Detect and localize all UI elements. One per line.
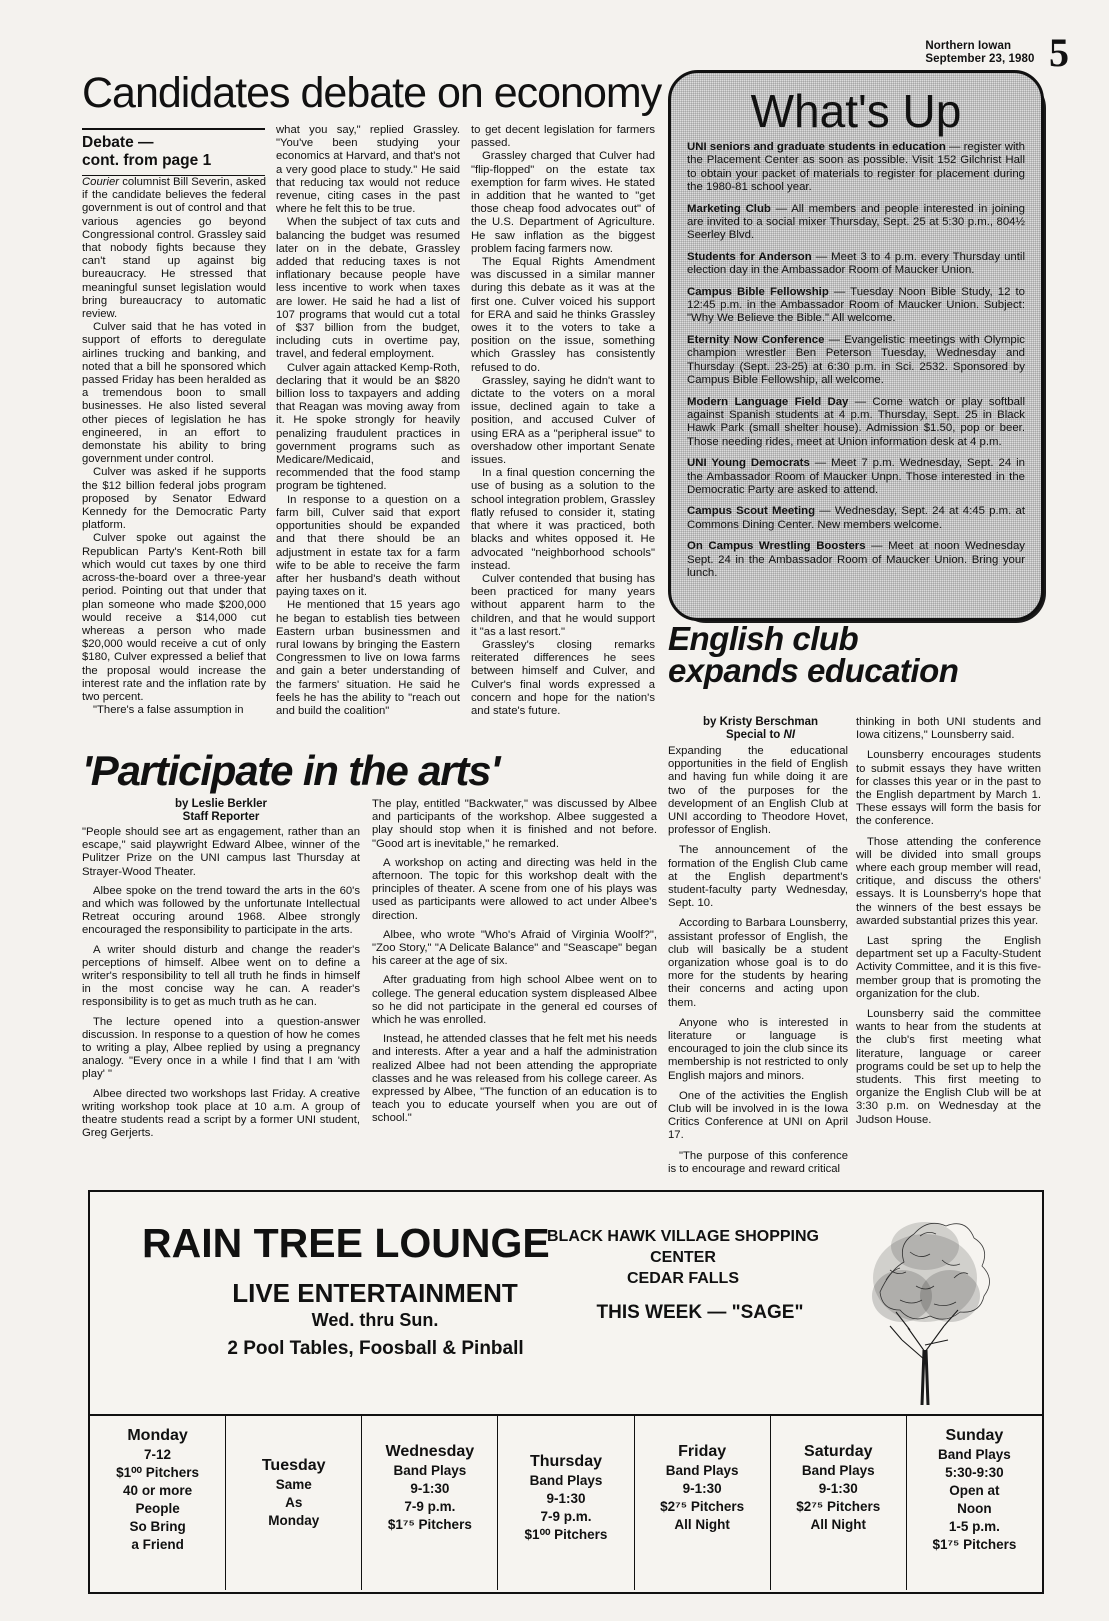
whats-up-item-lead: On Campus Wrestling Boosters (687, 540, 866, 553)
ad-day-detail: $2⁷⁵ Pitchers (796, 1499, 881, 1514)
ad-business-name: RAIN TREE LOUNGE (142, 1220, 550, 1266)
masthead (925, 30, 1069, 75)
whats-up-item-lead: Modern Language Field Day (687, 395, 849, 408)
ad-day-name: Thursday (529, 1453, 602, 1470)
whats-up-box (668, 70, 1044, 621)
english-club-column-2 (856, 716, 1041, 1134)
whats-up-item: Modern Language Field Day — Come watch or play softball against Spanish students at 4 p.m. Thursday, Sept. 25 in Black Hawk Park (small shelter house). Admission $1.50, pop or beer. Those needing rides, meet at Union information desk at 4 p.m. (687, 395, 1025, 448)
ad-location (538, 1226, 828, 1289)
arts-column-2 (372, 798, 657, 1132)
english-club-byline (668, 716, 853, 742)
whats-up-item: Campus Bible Fellowship — Tuesday Noon Bible Study, 12 to 12:45 p.m. in the Ambassador Room of Maucker Union. Subject: "Why We Believe the Bible." All welcome. (687, 285, 1025, 325)
publication-italic: Courier (82, 176, 120, 188)
paragraph: According to Barbara Lounsberry, assistant professor of English, the club will basically be a student organization whose goal is to do more for the students by hearing their concerns and acting upon them. (668, 917, 848, 1009)
paragraph: He mentioned that 15 years ago he began to establish ties between Eastern urban businessmen and rural Iowans by bringing the Eastern Congressmen to live on Iowa farms and gain a beter understanding of the farmers' situation. He said he feels he has the ability to "reach out and build the coalition" (276, 599, 460, 717)
paragraph: Grassley, saying he didn't want to dictate to the voters on a moral issue, declined again to take a position, and accused Culver of using ERA as a "peripheral issue" to overshadow other important Senate issues. (471, 374, 655, 467)
whats-up-item-lead: Students for Anderson (687, 250, 812, 263)
ad-day-name: Sunday (945, 1427, 1004, 1444)
paragraph: "There's a false assumption in (93, 704, 244, 717)
ad-day-column (634, 1416, 770, 1590)
publication-name: Northern Iowan (925, 40, 1012, 52)
ad-day-column (497, 1416, 633, 1590)
arts-column-1 (82, 826, 360, 1146)
paragraph: what you say," replied Grassley. "You've been studying your economics at Harvard, and that's not a very good place to study." He said that reducing tax would not reduce revenue, citing cases in the past where he felt this to be true. (276, 124, 460, 216)
whats-up-item: Marketing Club — All members and people interested in joining are invited to a social mixer Thursday, Sept. 25 at 5:30 p.m., 804½ Seerley Blvd. (687, 202, 1025, 242)
paragraph: thinking in both UNI students and Iowa citizens," Lounsberry said. (856, 716, 1041, 742)
ad-day-column (90, 1416, 225, 1590)
paragraph: After graduating from high school Albee went on to college. The general education system displeased Albee so he did not participate in the general ed courses of which he was enrolled. (372, 974, 657, 1027)
ad-day-detail: 7-9 p.m. (404, 1499, 456, 1514)
ad-day-detail: 9-1:30 (546, 1491, 586, 1506)
arts-credit: Staff Reporter (182, 811, 260, 823)
paragraph: The lecture opened into a question-answer discussion. In response to a question of how he comes to writing a play, Albee replied by using a pregnancy analogy. "Every once in a while I find that I am 'with play' " (82, 1015, 360, 1081)
page-number: 5 (1049, 30, 1069, 75)
ad-day-name: Wednesday (385, 1443, 475, 1460)
debate-column-3 (471, 124, 655, 718)
paragraph: In a final question concerning the use of busing as a solution to the school integration problem, Grassley flatly refused to consider it, stating that where it was practiced, both blacks and whites opposed it. He advocated "neighborhood schools" instead. (471, 467, 655, 572)
paragraph: Culver contended that busing has been practiced for many years without apparent harm to the children, and that he would support it "as a last resort." (471, 572, 655, 638)
english-club-credit: Special to NI (725, 729, 796, 741)
ad-games: 2 Pool Tables, Foosball & Pinball (227, 1338, 524, 1359)
paragraph: "People should see art as engagement, rather than an escape," said playwright Edward Albee, winner of the Pulitzer Prize on the UNI campus last Thursday at Strayer-Wood Theater. (82, 826, 360, 878)
paragraph: Expanding the educational opportunities in the field of English and having fun while doing it are two of the purposes for the development of an English Club at UNI according to Theodore Hovet, professor of English. (668, 745, 848, 837)
paragraph: Anyone who is interested in literature or language is encouraged to join the club since its membership is not restricted to only English majors and minors. (668, 1016, 848, 1082)
ad-day-detail: Monday (268, 1513, 320, 1528)
whats-up-item-lead: Marketing Club (687, 202, 771, 215)
english-club-headline-line2: expands education (668, 652, 959, 689)
whats-up-item: Campus Scout Meeting — Wednesday, Sept. 24 at 4:45 p.m. at Commons Dining Center. New members welcome. (687, 505, 1025, 531)
ad-day-detail: 7-12 (144, 1447, 172, 1462)
ad-weekly-schedule (90, 1416, 1042, 1590)
debate-jump-title (82, 130, 265, 175)
ad-day-detail: $2⁷⁵ Pitchers (660, 1499, 745, 1514)
ad-day-detail: So Bring (129, 1519, 186, 1534)
ad-day-detail: 9-1:30 (818, 1481, 858, 1496)
ad-day-detail: Band Plays (665, 1463, 739, 1478)
ad-day-detail: Open at (949, 1483, 1000, 1498)
paragraph: Lounsberry said the committee wants to hear from the students at the club's first meeting what literature, language or career programs could be set up to help the students. This first meeting to organize the English Club will be at 3:30 p.m. on Wednesday at the Judson House. (856, 1008, 1041, 1126)
paragraph: When the subject of tax cuts and balancing the budget was resumed later on in the debate, Grassley added that reducing taxes is not inflationary because people have less incentive to work when taxes are lower. He said he had a list of 107 programs that would cut a total of $37 billion from the budget, including cuts in overtime pay, travel, and federal employment. (276, 216, 460, 361)
whats-up-item: Students for Anderson — Meet 3 to 4 p.m. every Thursday until election day in the Ambassador Room of Maucker Union. (687, 250, 1025, 277)
ad-day-detail: All Night (810, 1517, 867, 1532)
whats-up-items (671, 137, 1041, 580)
whats-up-item-lead: Eternity Now Conference (687, 333, 825, 346)
tree-illustration (850, 1200, 1000, 1405)
debate-column-2 (276, 124, 460, 718)
arts-author: by Leslie Berkler (174, 798, 268, 810)
ad-day-detail: Band Plays (938, 1447, 1011, 1462)
ad-day-name: Tuesday (261, 1457, 326, 1474)
english-club-headline-line1: English club (668, 620, 859, 657)
debate-column-1 (82, 176, 266, 717)
english-club-headline (668, 620, 1048, 689)
paragraph: Culver said that he has voted in support of efforts to deregulate airlines trucking and banking, and noted that a bill he sponsored which passed Friday has been heralded as a tremendous boon to small businesses. He also listed several other pieces of legislation he has engineered, in an effort to demonstate his ability to bring government under control. (82, 321, 266, 466)
paragraph: "The purpose of this conference is to encourage and reward critical (668, 1149, 848, 1175)
ad-day-detail: All Night (674, 1517, 730, 1532)
whats-up-item-lead: UNI seniors and graduate students in education (687, 141, 946, 153)
paragraph: to get decent legislation for farmers passed. (471, 124, 655, 150)
ad-day-column (770, 1416, 906, 1590)
ad-day-detail: 7-9 p.m. (540, 1509, 592, 1524)
whats-up-item-lead: Campus Bible Fellowship (687, 285, 829, 298)
ad-day-detail: Same (275, 1477, 312, 1492)
paragraph: Last spring the English department set up a Faculty-Student Activity Committee, and it is this five-member group that is promoting the organization for the club. (856, 935, 1041, 1000)
whats-up-item-lead: UNI Young Democrats (687, 457, 810, 470)
rain-tree-lounge-ad (88, 1190, 1044, 1594)
ni-italic: NI (783, 729, 796, 741)
whats-up-item: Eternity Now Conference — Evangelistic meetings with Olympic champion wrestler Ben Peterson Tuesday, Wednesday and Thursday (Sept. 23-25) at 6:30 p.m. in Sci. 2532. Sponsored by Campus Bible Fellowship, all welcome. (687, 333, 1025, 387)
ad-location-line1: BLACK HAWK VILLAGE SHOPPING CENTER (546, 1228, 819, 1266)
ad-day-name: Friday (678, 1443, 727, 1460)
ad-day-column (225, 1416, 361, 1590)
paragraph: Grassley's closing remarks reiterated differences he sees between himself and Culver, and Culver's final words expressed a concern and hope for the nation's and state's future. (471, 638, 655, 717)
whats-up-item-lead: Campus Scout Meeting (687, 505, 816, 518)
ad-day-detail: 5:30-9:30 (945, 1465, 1004, 1480)
ad-day-detail: People (135, 1501, 180, 1516)
ad-day-detail: As (285, 1495, 303, 1510)
ad-day-detail: $1⁷⁵ Pitchers (932, 1537, 1017, 1552)
ad-day-detail: Band Plays (801, 1463, 875, 1478)
paragraph: Albee directed two workshops last Friday. A creative writing workshop took place at 10 a.m. A group of theatre students read a script by a former UNI student, Greg Gerjerts. (82, 1087, 360, 1140)
paragraph: The Equal Rights Amendment was discussed in a similar manner during this debate as it was at the first one. Culver voiced his support for ERA and said he thinks Grassley owes it to the voters to take a position on the issue, something which Grassley has consistently refused to do. (471, 256, 655, 374)
ad-day-detail: $1⁷⁵ Pitchers (387, 1517, 472, 1532)
paragraph: Culver was asked if he supports the $12 billion federal jobs program proposed by Senator Edward Kennedy for the Democratic Party platform. (82, 466, 266, 532)
debate-jump-head (82, 128, 265, 176)
issue-date: September 23, 1980 (925, 53, 1035, 65)
ad-day-detail: Noon (957, 1501, 992, 1516)
paragraph: Instead, he attended classes that he felt met his needs and interests. After a year and a half the administration realized Albee had not been attending the appropriate classes and he was released from his college career. As expressed by Albee, "The function of an education is to teach you to educate yourself when you are out of school." (372, 1033, 657, 1125)
ad-day-detail: $1⁰⁰ Pitchers (524, 1527, 608, 1542)
ad-day-detail: 1-5 p.m. (948, 1519, 1000, 1534)
jump-line-2: cont. from page 1 (82, 152, 212, 169)
ad-live-entertainment: LIVE ENTERTAINMENT (232, 1278, 518, 1308)
ad-days-open: Wed. thru Sun. (311, 1310, 439, 1330)
paragraph: In response to a question on a farm bill, Culver said that export opportunities should be expanded and that there should be an adjustment in estate tax for a farm wife to be able to receive the farm after her husband's death without paying taxes on it. (276, 493, 460, 599)
ad-day-name: Monday (127, 1427, 188, 1444)
paragraph: The announcement of the formation of the English Club came at the English department's student-faculty party Wednesday, Sept. 10. (668, 844, 848, 910)
whats-up-title: What's Up (750, 85, 962, 137)
paragraph: Those attending the conference will be divided into small groups where each group member will read, critique, and discuss the others' essays. It is Lounsberry's hope that the winners of the best essays be awarded substantial prizes this year. (856, 835, 1041, 927)
paragraph: A writer should disturb and change the reader's perceptions of himself. Albee went on to define a writer's responsibility to tell all truth he finds in himself in the most concise way he can. A reader's responsibility is to get as much truth as he can. (82, 943, 360, 1009)
arts-headline: 'Participate in the arts' (82, 747, 500, 794)
paragraph: Grassley charged that Culver had "flip-flopped" on the estate tax exemption for farm wives. He stated in addition that he wanted to "get those cheap food advocates out" of the U.S. Department of Agriculture. He saw inflation as the biggest problem facing farmers now. (471, 150, 655, 255)
ad-day-detail: 9-1:30 (410, 1481, 450, 1496)
english-club-column-1 (668, 745, 848, 1183)
ad-day-detail: $1⁰⁰ Pitchers (116, 1465, 199, 1480)
ad-location-line2: CEDAR FALLS (627, 1270, 739, 1287)
arts-byline (82, 798, 360, 824)
paragraph: Culver again attacked Kemp-Roth, declaring that it would be an $820 billion loss to taxpayers and adding that Reagan was moving away from it. He spoke strongly for heavily penalizing fraudulent practices in government programs such as Medicare/Medicaid, and recommended that the food stamp program be tightened. (276, 361, 460, 493)
ad-day-detail: 9-1:30 (682, 1481, 722, 1496)
ad-day-name: Saturday (804, 1443, 873, 1460)
whats-up-item: On Campus Wrestling Boosters — Meet at noon Wednesday Sept. 24 in the Ambassador Room of Maucker Union. Bring your lunch. (687, 540, 1025, 579)
paragraph: A workshop on acting and directing was held in the afternoon. The topic for this workshop dealt with the principles of theater. A scene from one of his plays was used as participants were allowed to act under Albee's direction. (372, 856, 657, 922)
jump-line-1: Debate — (82, 134, 154, 151)
ad-day-detail: a Friend (131, 1537, 184, 1552)
paragraph: The play, entitled "Backwater," was discussed by Albee and participants of the workshop. Albee suggested a play should stop when it is finished and not before. "Good art is inevitable," he remarked. (372, 798, 657, 850)
english-club-author: by Kristy Berschman (702, 716, 819, 728)
ad-day-detail: Band Plays (529, 1473, 603, 1488)
whats-up-item: UNI seniors and graduate students in education — register with the Placement Center as soon as possible. Visit 152 Gilchrist Hall to obtain your packet of materials to register for placement during the 1980-81 school year. (687, 141, 1026, 194)
paragraph: Albee spoke on the trend toward the arts in the 60's and which was followed by the unfortunate Intellectual Retreat occuring around 1968. Albee strongly encouraged the responsibility to participate in the arts. (82, 884, 360, 937)
ad-day-detail: Band Plays (393, 1463, 467, 1478)
paragraph: Culver spoke out against the Republican Party's Kent-Roth bill which would cut taxes by one third across-the-board over a three-year period. Pointing out that under that plan someone who made $200,000 would receive a $14,000 cut whereas a person who made $20,000 would receive a cut of only $180, Culver expressed a belief that the proposal would increase the interest rate and the inflation rate by two percent. (82, 532, 266, 703)
masthead-lines (925, 40, 1034, 66)
ad-this-week: THIS WEEK — "SAGE" (596, 1302, 804, 1323)
paragraph: Lounsberry encourages students to submit essays they have written for classes this year or in the past to the English department by March 1. These essays will form the basis for the conference. (856, 749, 1041, 828)
paragraph: Albee, who wrote "Who's Afraid of Virginia Woolf?", "Zoo Story," "A Delicate Balance" and "Seascape" began his career at the age of six. (372, 928, 657, 968)
paragraph: Courier columnist Bill Severin, asked if the candidate believes the federal government is out of control and that various agencies go beyond Congressional control. Grassley said that nobody fights because they can't stand up against big bureaucracy. He stressed that meaningful sunset legislation would bring bureaucracy to automatic review. (82, 176, 266, 321)
whats-up-item: UNI Young Democrats — Meet 7 p.m. Wednesday, Sept. 24 in the Ambassador Room of Maucker Unpn. Those interested in the Democratic Party are asked to attend. (687, 457, 1025, 496)
ad-day-detail: 40 or more (123, 1483, 193, 1498)
ad-day-column (906, 1416, 1042, 1590)
debate-headline: Candidates debate on economy (82, 69, 662, 117)
ad-day-column (361, 1416, 497, 1590)
ad-top-section (90, 1192, 1042, 1414)
paragraph: One of the activities the English Club will be involved in is the Iowa Critics Conference at UNI on April 17. (668, 1089, 848, 1142)
